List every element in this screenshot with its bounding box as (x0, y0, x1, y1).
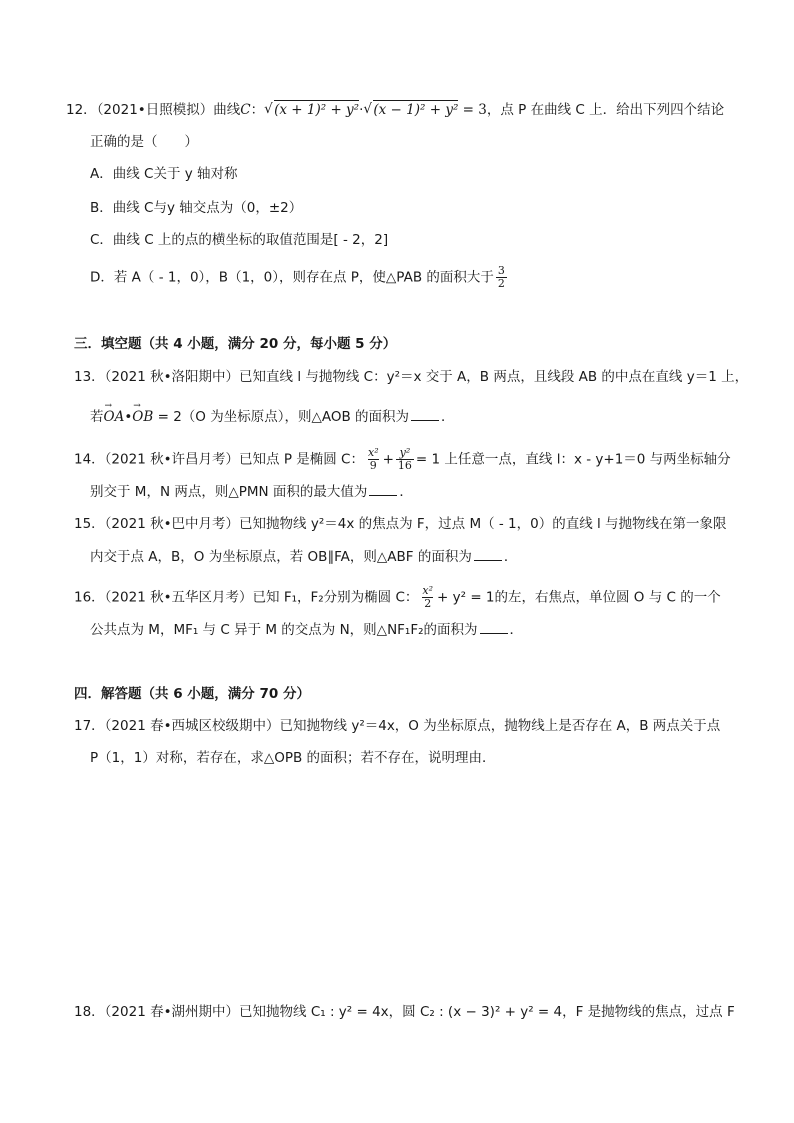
q12-radicand-2: (x − 1)² + y² (373, 102, 459, 118)
q14-fraction-y (396, 447, 414, 472)
q14-frac2-den: 16 (397, 459, 412, 472)
q15-line2-text: 内交于点 A，B，O 为坐标原点，若 OB∥FA，则△ABF 的面积为 (90, 549, 472, 565)
q14-line2 (90, 482, 413, 502)
q12-colon: ： (250, 102, 265, 118)
q12-curve-name: C (240, 102, 251, 118)
q12-option-c: C．曲线 C 上的点的横坐标的取值范围是[ - 2，2] (90, 232, 389, 248)
q18-line1: 18．（2021 春•湖州期中）已知抛物线 C₁ : y² = 4x，圆 C₂ : (x − 3)² + y² = 4，F 是抛物线的焦点，过点 F (74, 1004, 735, 1020)
q14-answer-blank (369, 483, 397, 496)
q14-frac1-num: x² (367, 446, 379, 459)
q12-option-b: B．曲线 C与y 轴交点为（0，±2） (90, 200, 303, 216)
q16-pre: 16．（2021 秋•五华区月考）已知 F₁，F₂分别为椭圆 C： (74, 589, 419, 606)
q17-line2: P（1，1）对称，若存在，求△OPB 的面积；若不存在，说明理由． (90, 750, 496, 766)
q16-rest: + y² = 1的左，右焦点，单位圆 O 与 C 的一个 (437, 589, 721, 606)
q12-sqrt-2 (363, 100, 458, 120)
q16-period: ． (509, 622, 524, 638)
q14-line2-text: 别交于 M，N 两点，则△PMN 面积的最大值为 (90, 484, 368, 500)
q15-line1: 15．（2021 秋•巴中月考）已知抛物线 y²＝4x 的焦点为 F，过点 M（ - 1，0）的直线 l 与抛物线在第一象限 (74, 516, 727, 532)
q12-frac-den: 2 (497, 277, 505, 290)
q12-option-d-fraction (496, 265, 507, 290)
section-3-heading: 三．填空题（共 4 小题，满分 20 分，每小题 5 分） (74, 336, 397, 352)
q12-line1 (66, 100, 724, 120)
q13-answer-blank (411, 408, 439, 421)
q12-rest: ，点 P 在曲线 C 上．给出下列四个结论 (486, 102, 725, 118)
q16-frac-num: x² (422, 584, 434, 597)
q12-option-d-text: D．若 A（ - 1，0），B（1，0），则存在点 P，使△PAB 的面积大于 (90, 269, 494, 286)
q12-frac-num: 3 (497, 264, 505, 277)
q12-option-a: A．曲线 C关于 y 轴对称 (90, 166, 238, 182)
q13-period: ． (441, 409, 455, 425)
q12-radicand-1: (x + 1)² + y² (274, 102, 360, 118)
q16-frac-den: 2 (424, 597, 432, 610)
q14-plus: + (382, 451, 394, 468)
q13-line2 (90, 407, 455, 427)
q14-rest: = 1 上任意一点，直线 l：x - y+1＝0 与两坐标轴分 (415, 451, 731, 468)
q16-fraction (420, 585, 435, 610)
q16-line2 (90, 620, 523, 640)
q12-number: 12． (66, 102, 97, 118)
q14-pre: 14．（2021 秋•许昌月考）已知点 P 是椭圆 C： (74, 451, 364, 468)
q16-line1 (74, 585, 721, 610)
q14-period: ． (399, 484, 413, 500)
q12-equals: = 3 (458, 102, 487, 118)
section-4-heading: 四．解答题（共 6 小题，满分 70 分） (74, 686, 310, 702)
q15-period: ． (503, 549, 518, 565)
q12-sqrt-1 (264, 100, 359, 120)
q14-line1 (74, 447, 731, 472)
q13-vector-oa: → OA (104, 407, 125, 427)
q13-pre: 若 (90, 409, 104, 425)
q16-answer-blank (480, 621, 508, 634)
q13-rest: = 2（O 为坐标原点），则△AOB 的面积为 (153, 409, 410, 425)
q15-answer-blank (474, 548, 502, 561)
q17-line1: 17．（2021 春•西城区校级期中）已知抛物线 y²＝4x，O 为坐标原点，抛物线上是否存在 A，B 两点关于点 (74, 718, 721, 734)
q15-line2 (90, 547, 517, 567)
q14-frac2-num: y² (399, 446, 411, 459)
q12-option-d (90, 265, 509, 290)
q13-vector-ob: → OB (132, 407, 153, 427)
q16-line2-text: 公共点为 M，MF₁ 与 C 异于 M 的交点为 N，则△NF₁F₂的面积为 (90, 622, 478, 638)
q14-fraction-x (366, 447, 381, 472)
q14-frac1-den: 9 (369, 459, 377, 472)
q13-dot: • (124, 409, 133, 425)
q12-source: （2021•日照模拟）曲线 (96, 102, 241, 118)
q13-line1: 13．（2021 秋•洛阳期中）已知直线 l 与抛物线 C：y²＝x 交于 A，B 两点，且线段 AB 的中点在直线 y＝1 上， (74, 369, 749, 385)
q12-dot: · (359, 102, 364, 118)
q12-line2: 正确的是（ ） (90, 134, 198, 150)
